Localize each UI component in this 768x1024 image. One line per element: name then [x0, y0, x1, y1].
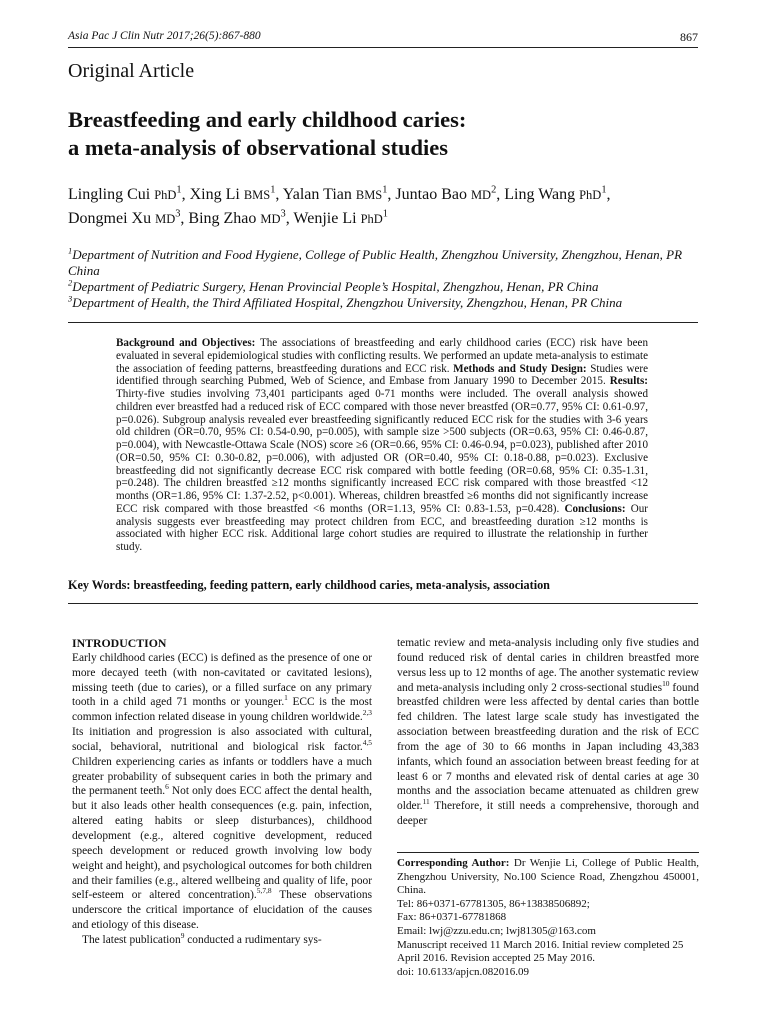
affiliation-number: 2	[68, 277, 73, 288]
author-name: Ling Wang	[504, 186, 580, 203]
abstract	[116, 337, 648, 554]
abstract-methods-label: Methods and Study Design:	[453, 362, 587, 375]
intro-paragraph-1	[72, 651, 372, 933]
correspondence-block	[397, 857, 699, 979]
correspondence-tel: Tel: 86+0371-67781305, 86+13838506892;	[397, 897, 590, 910]
intro-p1-text-f: These observations underscore the critical importance of elucidation of the causes and etiology of this disease.	[72, 889, 373, 932]
author-entry	[293, 210, 388, 227]
author-degree: MD	[155, 212, 176, 226]
abstract-background-label: Background and Objectives:	[116, 337, 256, 349]
correspondence-email: Email: lwj@zzu.edu.cn; lwj81305@163.com	[397, 924, 596, 937]
author-list: Lingling Cui PhD$^1$, Xing Li BMS$^1$, Yalan Tian BMS$^1$, Juntao Bao $MD^2$, Ling Wang PhD$^1$, Dongmei Xu $MD^3$, Bing Zhao $MD^3$, Wenjie Li PhD$^1$	[68, 184, 611, 227]
author-degree: PhD	[154, 188, 177, 202]
author-name: Juntao Bao	[395, 186, 471, 203]
correspondence-rule	[397, 852, 699, 853]
affiliation-text: Department of Nutrition and Food Hygiene, College of Public Health, Zhengzhou University, Zhengzhou, Henan, PR China	[68, 247, 683, 278]
citation-ref: 6	[165, 782, 169, 792]
affiliation-list	[68, 247, 708, 311]
intro-heading: INTRODUCTION	[72, 636, 167, 650]
citation-ref: 2,3	[362, 708, 372, 718]
keywords-bottom-rule	[68, 603, 698, 604]
author-affiliation-mark: 3	[175, 208, 181, 220]
affiliation-text: Department of Health, the Third Affiliated Hospital, Zhengzhou University, Zhengzhou, Henan, PR China	[72, 295, 623, 310]
correspondence-address: Dr Wenjie Li, College of Public Health, Zhengzhou University, No.100 Science Road, Zhengzhou 450001, China.	[397, 857, 700, 897]
author-degree: BMS	[243, 188, 271, 202]
author-name: Bing Zhao	[188, 210, 261, 227]
author-degree: PhD	[360, 212, 383, 226]
affiliation-item	[68, 247, 708, 279]
manuscript-dates: Manuscript received 11 March 2016. Initial review completed 25 April 2016. Revision accepted 25 May 2016.	[397, 938, 684, 965]
intro-col2-text-a: tematic review and meta-analysis including only five studies and found reduced risk of dental caries in children breastfed more versus less up to 12 months of age. The another systematic review and meta-analysis including only 2 cross-sectional studies	[397, 637, 699, 694]
article-type: Original Article	[68, 60, 195, 82]
author-entry	[68, 186, 182, 203]
citation-ref: 10	[662, 678, 670, 688]
affiliation-item	[68, 295, 708, 311]
author-affiliation-mark: 2	[491, 184, 497, 196]
citation-ref: 11	[422, 797, 430, 807]
author-name: Wenjie Li	[293, 210, 361, 227]
author-affiliation-mark: 1	[601, 184, 607, 196]
author-entry	[190, 186, 276, 203]
abstract-conclusions-label: Conclusions:	[564, 502, 626, 515]
author-degree: BMS	[355, 188, 383, 202]
intro-p1-text-e: Not only does ECC affect the dental health, but it also leads other health consequences (e.g. pain, infection, altered eating habits or sleep disturbances), childhood development (e.g., altered cognitive development, reduced speech development or reduced growth involving low body weight and height), and psychological outcomes for both children and their families (e.g., altered wellbeing and quality of life, poor self-esteem or altered concentration).	[72, 785, 372, 902]
author-affiliation-mark: 3	[280, 208, 286, 220]
intro-p1-text-c: Its initiation and progression is also associated with cultural, social, behavioral, nutritional and biological risk factor.	[72, 726, 372, 753]
author-degree: MD	[260, 212, 281, 226]
citation-ref: 5,7,8	[256, 886, 272, 896]
keywords-label: Key Words:	[68, 578, 131, 592]
author-affiliation-mark: 1	[176, 184, 182, 196]
title-line-2: a meta-analysis of observational studies	[68, 135, 449, 160]
author-affiliation-mark: 1	[382, 208, 388, 220]
abstract-conclusions-text: Our analysis suggests ever breastfeeding may protect children from ECC, and breastfeeding duration ≥12 months is associated with higher ECC risk. Additional large cohort studies are required to illustrate the relationship in further study.	[116, 502, 649, 553]
intro-paragraph-2	[72, 933, 372, 948]
intro-p1-text-d: Children experiencing caries as infants or toddlers have a much greater probability of subsequent caries in both the primary and the permanent teeth.	[72, 755, 372, 798]
affiliation-item	[68, 279, 708, 295]
abstract-results-label: Results:	[609, 375, 648, 388]
intro-col2-text-b: found breastfed children were less affected by dental caries than bottle fed children. The latest large scale study has investigated the association between breastfeeding duration and the risk of ECC from the age of 30 to 66 months in Japan including 43,383 infants, which found an association between breast feeding for at least 6 or 7 months and elevated risk of dental caries at age 30 months and the association became attenuated as children grew older.	[397, 681, 699, 813]
intro-p1-text-b: ECC is the most common infection related disease in young children worldwide.	[72, 696, 372, 724]
author-name: Dongmei Xu	[68, 210, 156, 227]
keywords-text: breastfeeding, feeding pattern, early childhood caries, meta-analysis, association	[133, 578, 550, 592]
author-entry	[395, 186, 496, 203]
intro-right-column	[397, 636, 699, 829]
abstract-results-text: Thirty-five studies involving 73,401 participants aged 0-71 months were included. The overall analysis showed children ever breastfed had a reduced risk of ECC compared with those never breastfed (OR=0.77, 95% CI: 0.61-0.97, p=0.026). Subgroup analysis revealed ever breastfeeding significantly reduced ECC risk for the studies with 3-6 years old children (OR=0.70, 95% CI: 0.54-0.90, p=0.005), with sample size >500 subjects (OR=0.63, 95% CI: 0.46-0.87, p=0.004), with Newcastle-Ottawa Scale (NOS) score ≥6 (OR=0.66, 95% CI: 0.46-0.94, p=0.023), published after 2010 (OR=0.50, 95% CI: 0.30-0.82, p=0.006), with adjusted OR (OR=0.40, 95% CI: 0.18-0.88, p=0.023). Exclusive breastfeeding did not significantly decrease ECC risk compared with bottle feeding (OR=0.68, 95% CI: 0.35-1.31, p=0.248). The children breastfed ≥12 months significantly increased ECC risk compared with those breastfed <12 months (OR=1.86, 95% CI: 1.37-2.52, p<0.001). Whereas, children breastfed ≥6 months did not significantly increase ECC risk compared with those breastfed <6 months (OR=1.13, 95% CI: 0.83-1.53, p=0.428).	[116, 388, 648, 515]
intro-p2-text-b: conducted a rudimentary sys-	[184, 933, 322, 946]
author-entry	[504, 186, 606, 203]
author-name: Yalan Tian	[282, 186, 356, 203]
citation-ref: 4,5	[362, 738, 372, 748]
intro-col2-text-c: Therefore, it still needs a comprehensive, thorough and deeper	[397, 800, 699, 828]
page-number: 867	[680, 30, 698, 44]
journal-citation: Asia Pac J Clin Nutr 2017;26(5):867-880	[68, 30, 261, 42]
intro-left-column	[72, 636, 372, 948]
doi: doi: 10.6133/apjcn.082016.09	[397, 965, 529, 978]
author-entry	[68, 210, 180, 227]
affiliation-number: 3	[68, 293, 73, 304]
author-affiliation-mark: 1	[270, 184, 276, 196]
intro-p2-text-a: The latest publication	[82, 933, 181, 946]
citation-ref: 9	[180, 931, 185, 941]
affiliation-text: Department of Pediatric Surgery, Henan Provincial People’s Hospital, Zhengzhou, Henan, PR China	[72, 279, 599, 294]
author-degree: MD	[470, 188, 492, 202]
citation-ref: 1	[284, 693, 288, 703]
correspondence-author	[397, 857, 699, 898]
abstract-top-rule	[68, 322, 698, 323]
article-title	[68, 106, 466, 162]
title-line-1: Breastfeeding and early childhood caries:	[68, 107, 467, 132]
affiliation-number: 1	[68, 245, 73, 256]
header-rule	[68, 47, 698, 48]
intro-p1-text-a: Early childhood caries (ECC) is defined as the presence of one or more decayed teeth (with non-cavitated or cavitated lesions), missing teeth (due to caries), or a filled surface on any primary tooth in a child aged 71 months or younger.	[72, 651, 372, 709]
abstract-methods-text: Studies were identified through searching Pubmed, Web of Science, and Embase from January 1990 to December 2015.	[116, 362, 648, 388]
abstract-background-text: The associations of breastfeeding and early childhood caries (ECC) risk have been evaluated in several epidemiological studies with conflicting results. We performed an update meta-analysis to estimate the association of feeding patterns, breastfeeding durations and ECC risk.	[116, 337, 649, 375]
correspondence-fax: Fax: 86+0371-67781868	[397, 911, 507, 924]
author-name: Lingling Cui	[68, 186, 155, 203]
author-affiliation-mark: 1	[382, 184, 388, 196]
author-degree: PhD	[579, 188, 602, 202]
author-entry	[283, 186, 388, 203]
author-entry	[188, 210, 285, 227]
author-name: Xing Li	[189, 186, 244, 203]
keywords	[68, 578, 550, 593]
correspondence-label: Corresponding Author:	[397, 857, 510, 869]
